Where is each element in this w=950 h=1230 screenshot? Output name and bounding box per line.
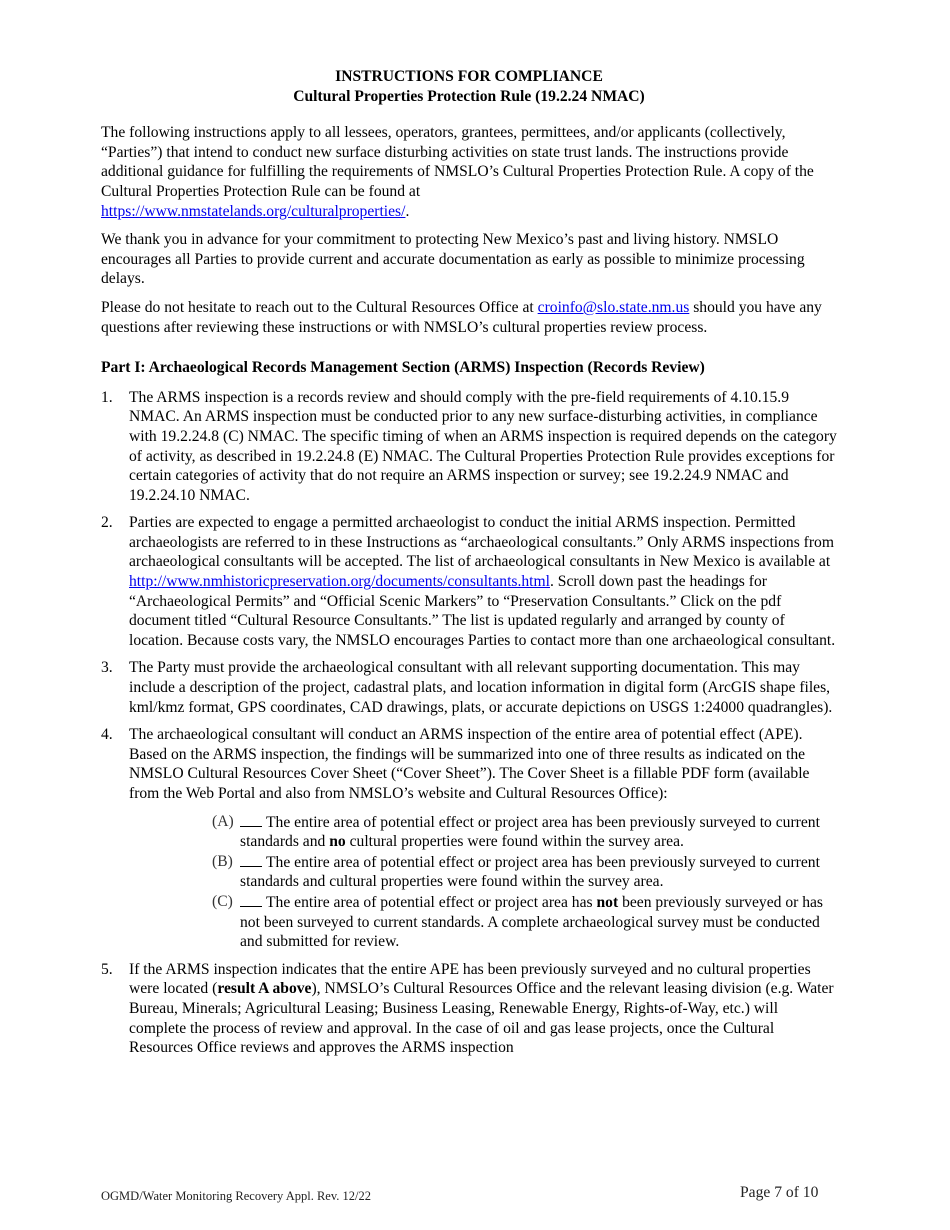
intro-paragraph-1	[101, 123, 837, 221]
result-options	[185, 812, 837, 952]
item-text: The ARMS inspection is a records review and should comply with the pre-field requirements of 4.10.15.9 NMAC. An ARMS inspection must be conducted prior to any new surface-disturbing activities, in compliance with 19.2.24.8 (C) NMAC. The specific timing of when an ARMS inspection is required depends on the category of activity, as described in 19.2.24.8 (E) NMAC. The Cultural Properties Protection Rule provides exceptions for certain categories of activity that do not require an ARMS inspection or survey; see 19.2.24.9 NMAC and 19.2.24.10 NMAC.	[129, 388, 837, 504]
item-number: 1.	[101, 388, 113, 406]
result-option-a	[185, 812, 837, 852]
intro-p3-before: Please do not hesitate to reach out to the Cultural Resources Office at	[101, 298, 534, 316]
option-text-before: The entire area of potential effect or project area has	[266, 893, 593, 911]
consultants-link[interactable]: http://www.nmhistoricpreservation.org/documents/consultants.html	[129, 573, 550, 591]
intro-p3-after: should you have any questions after reviewing these instructions or with NMSLO’s cultural properties review process.	[101, 298, 822, 336]
list-item-2	[101, 513, 837, 650]
footer-page-number: Page 7 of 10	[740, 1184, 819, 1201]
option-label: (A)	[212, 812, 234, 830]
list-item-1	[101, 388, 837, 506]
intro-p1-text: The following instructions apply to all lessees, operators, grantees, permittees, and/or applicants (collectively, “Parties”) that intend to conduct new surface disturbing activities on state trust lands. The instructions provide additional guidance for fulfilling the requirements of NMSLO’s Cultural Properties Protection Rule. A copy of the Cultural Properties Protection Rule can be found at	[101, 124, 814, 200]
list-item-4	[101, 725, 837, 952]
email-link[interactable]: croinfo@slo.state.nm.us	[537, 298, 690, 316]
part1-heading: Part I: Archaeological Records Management Section (ARMS) Inspection (Records Review)	[101, 359, 705, 377]
item-text-after: ), NMSLO’s Cultural Resources Office and the relevant leasing division (e.g. Water Bureau, Minerals; Agricultural Leasing; Business Leasing, Renewable Energy, Rights-of-Way, etc.) will complete the process of review and approval. In the case of oil and gas lease projects, once the Cultural Resources Office reviews and approves the ARMS inspection	[129, 980, 834, 1057]
option-bold: no	[329, 833, 346, 851]
intro-paragraph-2: We thank you in advance for your commitment to protecting New Mexico’s past and living history. NMSLO encourages all Parties to provide current and accurate documentation as early as possible to minimize processing delays.	[101, 231, 805, 288]
option-label: (B)	[212, 852, 233, 870]
document-page	[101, 67, 837, 1066]
item-number: 3.	[101, 659, 113, 677]
intro-p1-end: .	[405, 202, 410, 220]
item-text-before: Parties are expected to engage a permitted archaeologist to conduct the initial ARMS inspection. Permitted archaeologists are referred to in these Instructions as “archaeological consultants.” Only ARMS inspections from archaeological consultants will be accepted. The list of archaeological consultants in New Mexico is available at	[129, 514, 834, 571]
option-label: (C)	[212, 892, 233, 910]
cultural-properties-link[interactable]: https://www.nmstatelands.org/culturalproperties/	[101, 202, 406, 220]
option-text-after: been previously surveyed or has not been surveyed to current standards. A complete archaeological survey must be conducted and submitted for review.	[240, 893, 823, 951]
item-number: 4.	[101, 726, 113, 744]
item-number: 5.	[101, 960, 113, 978]
item-text: The Party must provide the archaeological consultant with all relevant supporting documentation. This may include a description of the project, cadastral plats, and location information in digital form (ArcGIS shape files, kml/kmz format, GPS coordinates, CAD drawings, plats, or accurate depictions on USGS 1:24000 quadrangles).	[129, 659, 833, 716]
checkbox-blank	[240, 812, 262, 827]
intro-paragraph-3	[101, 298, 837, 337]
result-option-b	[185, 852, 837, 892]
item-text-before: If the ARMS inspection indicates that the entire APE has been previously surveyed and no cultural properties were located (	[129, 960, 811, 998]
list-item-3	[101, 658, 837, 717]
footer-form-id: OGMD/Water Monitoring Recovery Appl. Rev. 12/22	[101, 1189, 372, 1203]
option-bold: not	[596, 893, 619, 911]
page-title: INSTRUCTIONS FOR COMPLIANCE	[335, 68, 603, 85]
option-text-after: cultural properties were found within the survey area.	[349, 833, 684, 851]
checkbox-blank	[240, 852, 262, 867]
option-text-before: The entire area of potential effect or project area has been previously surveyed to current standards and	[240, 813, 820, 851]
item-text-after: . Scroll down past the headings for “Archaeological Permits” and “Official Scenic Markers” to “Preservation Consultants.” Click on the pdf document titled “Cultural Resource Consultants.” The list is updated regularly and arranged by county of location. Because costs vary, the NMSLO encourages Parties to contact more than one archaeological consultant.	[129, 573, 836, 649]
list-item-5	[101, 960, 837, 1058]
item-bold: result A above	[217, 980, 312, 998]
item-text: The archaeological consultant will conduct an ARMS inspection of the entire area of potential effect (APE). Based on the ARMS inspection, the findings will be summarized into one of three results as indicated on the NMSLO Cultural Resources Cover Sheet (“Cover Sheet”). The Cover Sheet is a fillable PDF form (available from the Web Portal and also from NMSLO’s website and Cultural Resources Office):	[129, 726, 810, 802]
option-text: The entire area of potential effect or project area has been previously surveyed to current standards and cultural properties were found within the survey area.	[240, 853, 820, 891]
checkbox-blank	[240, 892, 262, 907]
intro-section	[101, 123, 837, 337]
item-number: 2.	[101, 514, 113, 532]
result-option-c	[185, 892, 837, 952]
page-subtitle: Cultural Properties Protection Rule (19.2.24 NMAC)	[293, 87, 645, 105]
part1-list	[101, 388, 837, 1058]
